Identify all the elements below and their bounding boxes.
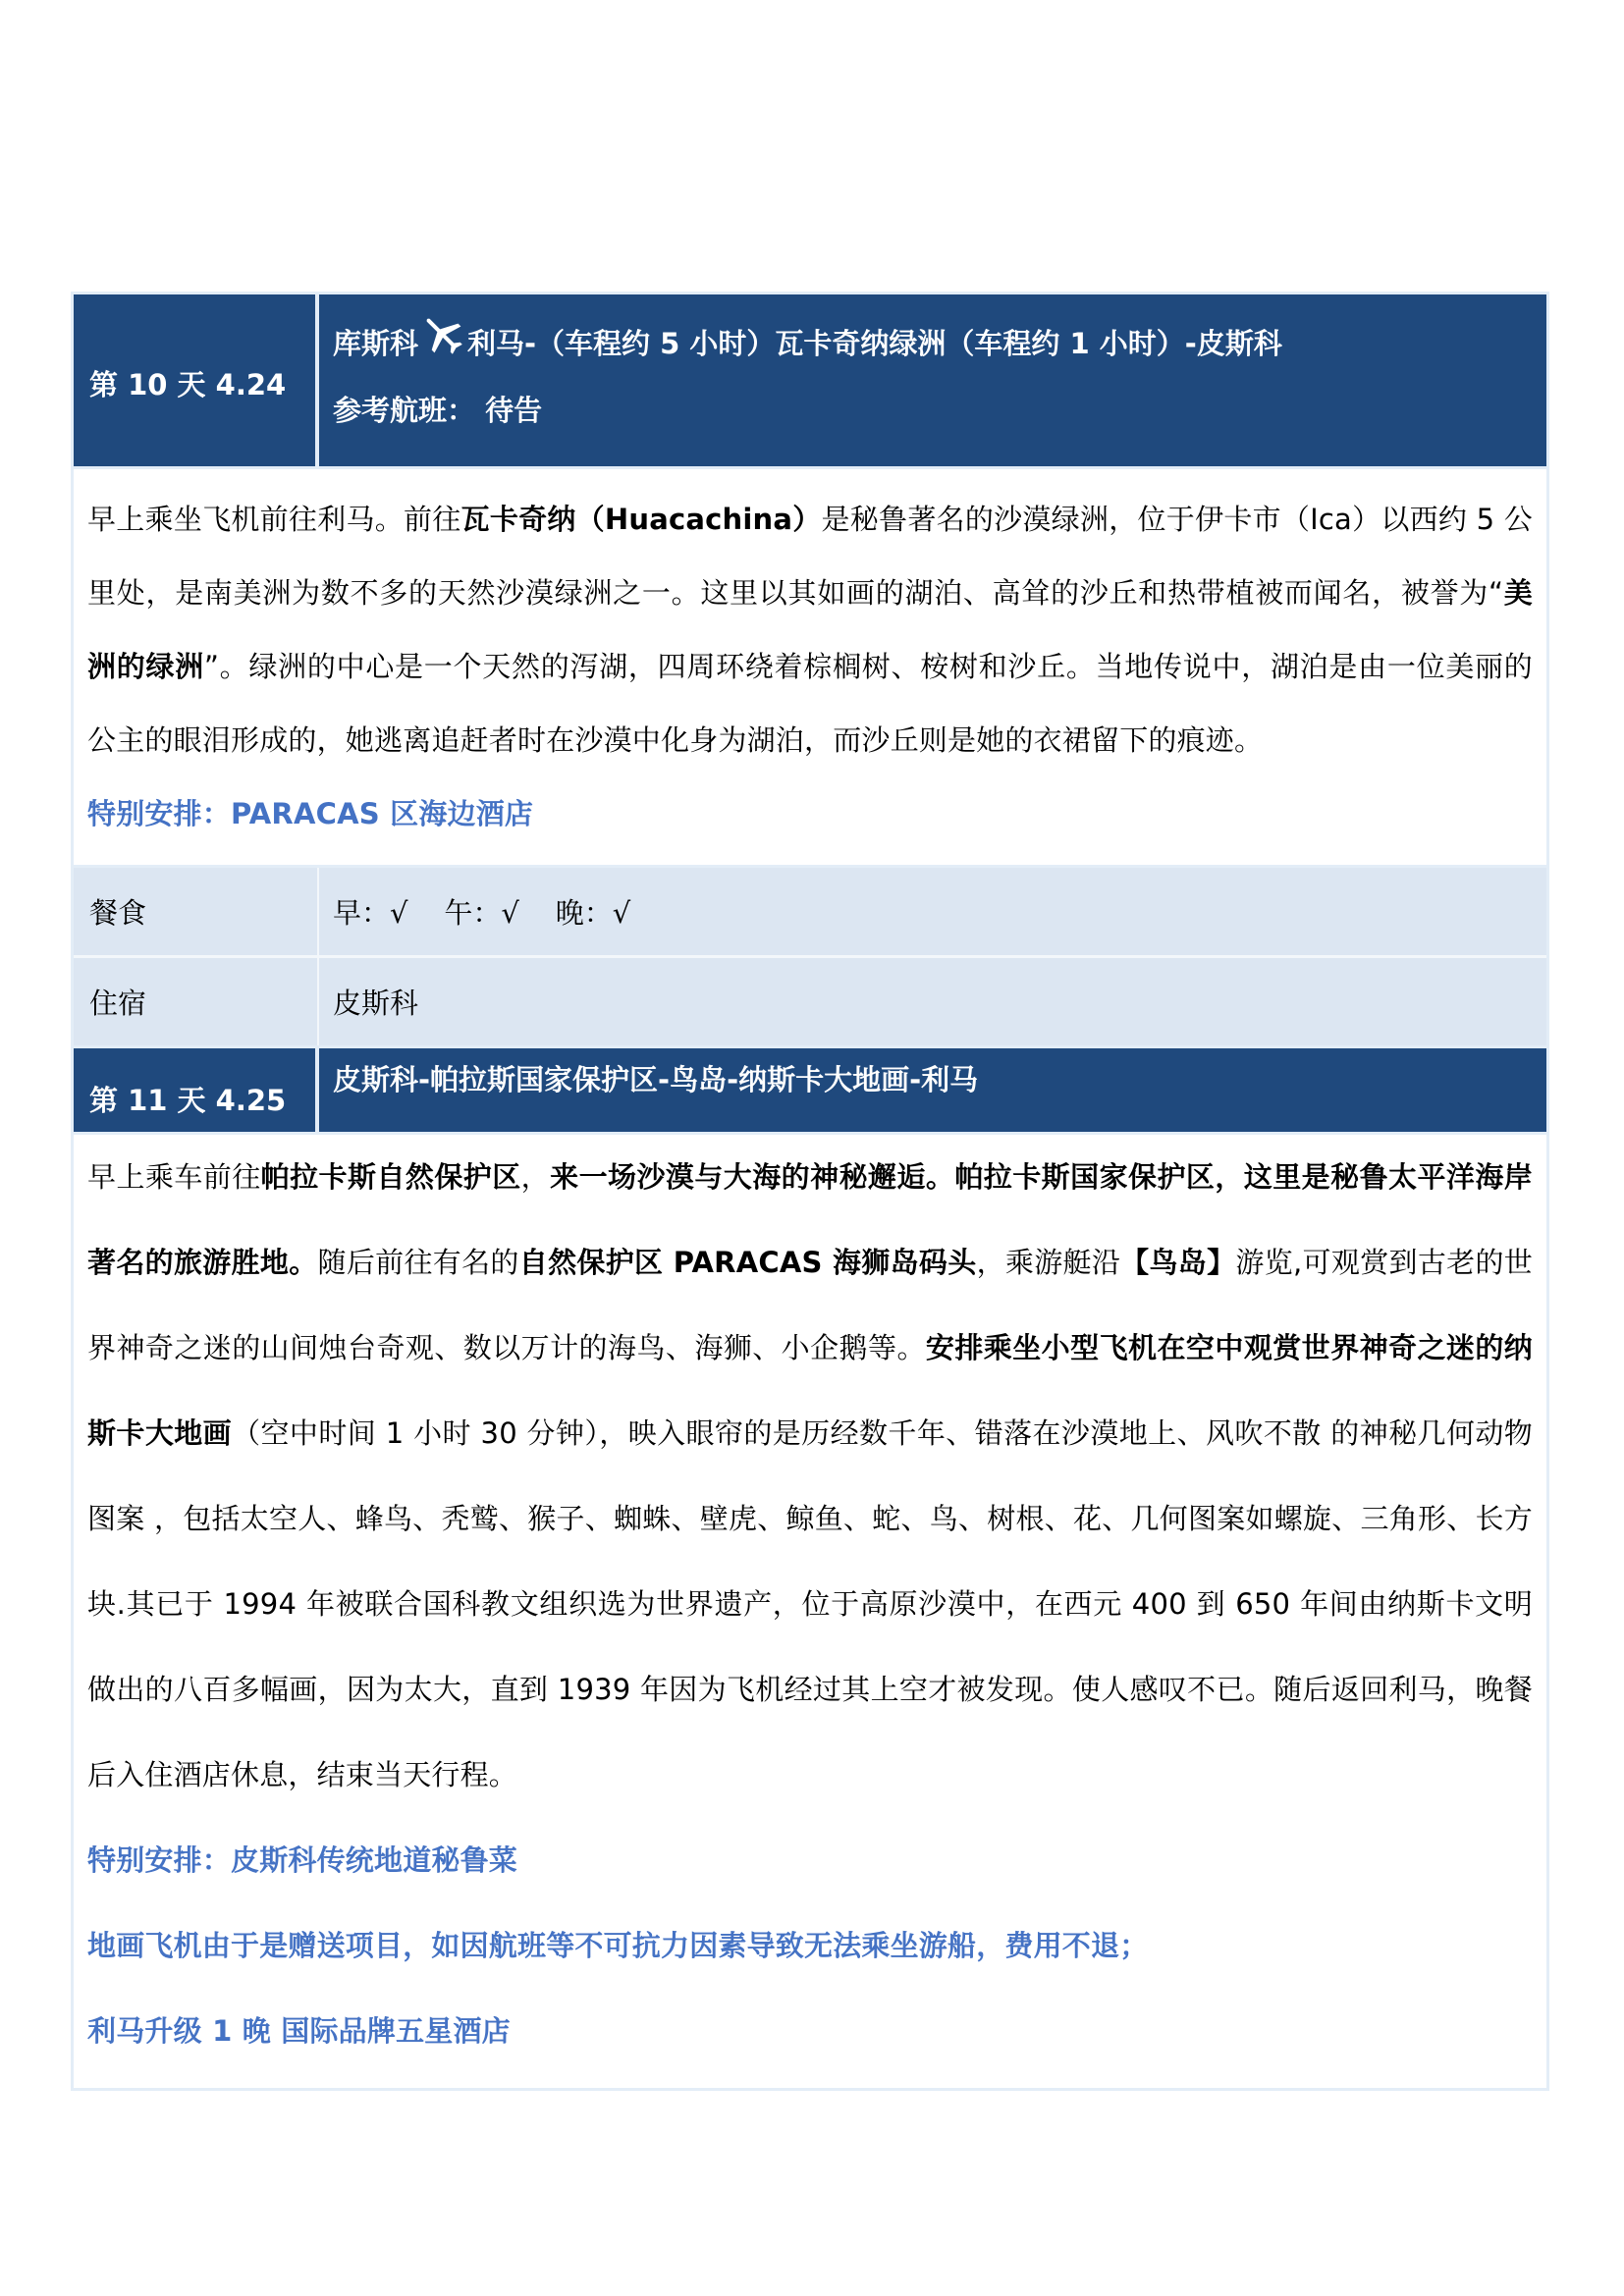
day-10-description-row bbox=[74, 469, 1546, 868]
text-segment: ， bbox=[520, 1160, 551, 1194]
special-note-hotel-upgrade: 利马升级 1 晚 国际品牌五星酒店 bbox=[87, 2014, 511, 2048]
meals-row bbox=[74, 868, 1546, 958]
oasis-highlight: 美洲的绿洲 bbox=[87, 576, 1533, 683]
text-segment: 游览,可观赏到古老的世界神奇之迷的山间烛台奇观、数以万计的海鸟、海狮、小企鹅等。 bbox=[87, 1246, 1533, 1364]
day-11-description-row bbox=[74, 1135, 1546, 2088]
meals-value: 早：√ 午：√ 晚：√ bbox=[333, 896, 631, 930]
text-segment: ”。绿洲的中心是一个天然的泻湖，四周环绕着棕榈树、桉树和沙丘。当地传说中，湖泊是由一位美丽的公主的眼泪形成的，她逃离追赶者时在沙漠中化身为湖泊，而沙丘则是她的衣裙留下的痕迹。 bbox=[87, 650, 1533, 757]
day-11-label: 第 11 天 4.25 bbox=[74, 1048, 319, 1132]
text-segment: 是秘鲁著名的沙漠绿洲，位于伊卡市（Ica）以西约 5 公里处，是南美洲为数不多的天然沙漠绿洲之一。这里以其如画的湖泊、高耸的沙丘和热带植被而闻名，被誉为“ bbox=[87, 503, 1533, 610]
nazca-flight-highlight: 安排乘坐小型飞机在空中观赏世界神奇之迷的纳斯卡大地画 bbox=[87, 1331, 1533, 1450]
day-11-paragraph bbox=[87, 1135, 1533, 1818]
day-10-paragraph bbox=[87, 483, 1533, 777]
sea-lion-pier-highlight: 自然保护区 PARACAS 海狮岛码头 bbox=[518, 1246, 977, 1279]
route-origin: 库斯科 bbox=[333, 326, 419, 360]
hotel-value: 皮斯科 bbox=[333, 987, 419, 1020]
day-10-title-cell bbox=[319, 294, 1546, 466]
day-10-header-row bbox=[74, 294, 1546, 469]
text-segment: （空中时间 1 小时 30 分钟），映入眼帘的是历经数千年、错落在沙漠地上、风吹不散 的神秘几何动物图案 ，包括太空人、蜂鸟、秃鹫、猴子、蜘蛛、壁虎、鲸鱼、蛇、鸟、树根、花、几何图案如螺旋、三角形、长方块.其已于 1994 年被联合国科教文组织选为世界遗产，位于高原沙漠中，在西元 400 到 650 年间由纳斯卡文明做出的八百多幅画，因为太大，直到 1939 年因为飞机经过其上空才被发现。使人感叹不已。随后返回利马，晚餐后入住酒店休息，结束当天行程。 bbox=[87, 1416, 1533, 1791]
itinerary-table bbox=[71, 292, 1549, 2091]
text-segment: 早上乘车前往 bbox=[87, 1160, 261, 1194]
route-rest: 利马-（车程约 5 小时）瓦卡奇纳绿洲（车程约 1 小时）-皮斯科 bbox=[467, 326, 1282, 360]
special-note-cuisine: 特别安排：皮斯科传统地道秘鲁菜 bbox=[87, 1843, 518, 1877]
day-10-route bbox=[333, 312, 1546, 371]
day-10-special-arrangement: 特别安排：PARACAS 区海边酒店 bbox=[87, 797, 534, 830]
airplane-icon bbox=[418, 310, 467, 359]
day-10-label: 第 10 天 4.24 bbox=[74, 294, 319, 466]
hotel-label: 住宿 bbox=[74, 958, 319, 1045]
bird-island-highlight: 【鸟岛】 bbox=[1120, 1246, 1236, 1279]
text-segment: 早上乘坐飞机前往利马。前往 bbox=[87, 503, 461, 536]
paracas-reserve-highlight: 帕拉卡斯自然保护区 bbox=[260, 1160, 521, 1194]
meals-label: 餐食 bbox=[74, 868, 319, 955]
desert-sea-highlight: 来一场沙漠与大海的神秘邂逅。帕拉卡斯国家保护区，这里是秘鲁太平洋海岸著名的旅游胜地。 bbox=[87, 1160, 1533, 1279]
day-11-route: 皮斯科-帕拉斯国家保护区-鸟岛-纳斯卡大地画-利马 bbox=[333, 1063, 979, 1096]
hotel-row bbox=[74, 958, 1546, 1048]
huacachina-highlight: 瓦卡奇纳（Huacachina） bbox=[460, 503, 822, 536]
day-10-description bbox=[74, 469, 1546, 865]
text-segment: 随后前往有名的 bbox=[317, 1246, 519, 1279]
day-11-description bbox=[74, 1135, 1546, 2088]
special-note-refund-policy: 地画飞机由于是赠送项目，如因航班等不可抗力因素导致无法乘坐游船，费用不退； bbox=[87, 1929, 1149, 1962]
text-segment: ，乘游艇沿 bbox=[976, 1246, 1121, 1279]
flight-info: 参考航班： 待告 bbox=[333, 393, 543, 427]
day-11-header-row bbox=[74, 1048, 1546, 1135]
